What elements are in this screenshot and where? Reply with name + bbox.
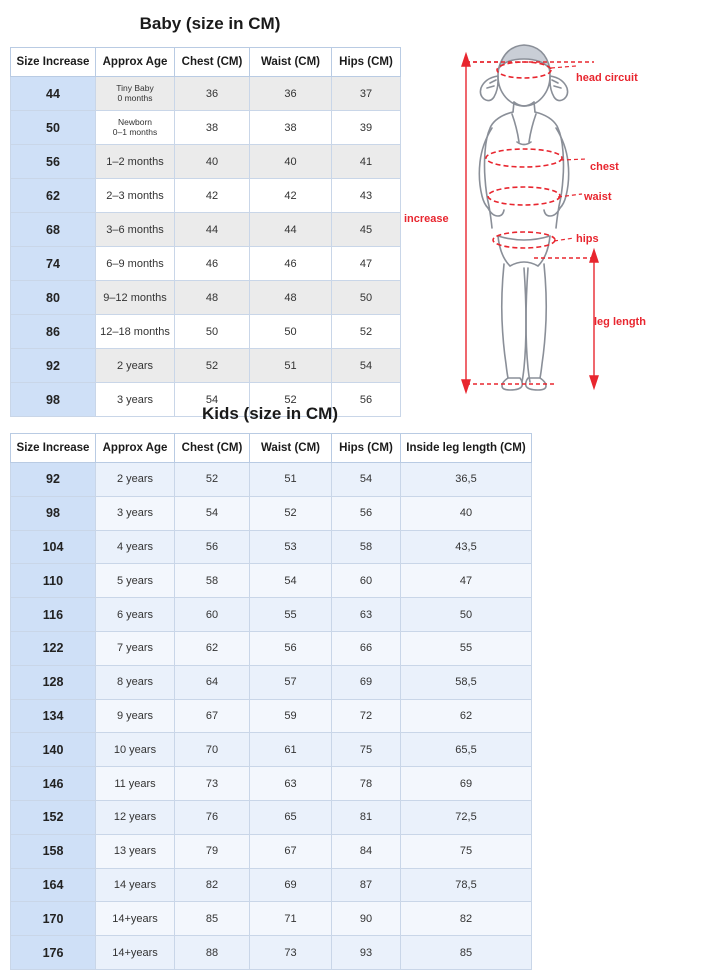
cell-inside-leg-length: 40 [401,496,532,530]
cell-size-increase: 170 [11,902,96,936]
cell-chest: 50 [175,315,250,349]
baby-section-title: Baby (size in CM) [139,14,281,33]
cell-approx-age: 12–18 months [96,315,175,349]
column-header-chest: Chest (CM) [175,48,250,77]
cell-hips: 93 [332,936,401,970]
cell-size-increase: 164 [11,868,96,902]
table-row [11,247,401,281]
cell-size-increase: 140 [11,733,96,767]
table-row [11,733,532,767]
cell-hips: 41 [332,145,401,179]
cell-approx-age: 7 years [96,631,175,665]
cell-approx-age: 4 years [96,530,175,564]
table-row [11,496,532,530]
cell-chest: 67 [175,699,250,733]
table-row [11,315,401,349]
cell-approx-age-line1: Tiny Baby [116,82,154,93]
cell-waist: 73 [250,936,332,970]
measurement-figure [404,36,704,396]
table-row [11,145,401,179]
cell-approx-age: 14+years [96,936,175,970]
kids-table-header [11,434,532,463]
table-row [11,767,532,801]
kids-size-table [10,433,532,970]
cell-waist: 38 [250,111,332,145]
cell-inside-leg-length: 47 [401,564,532,598]
cell-hips: 47 [332,247,401,281]
cell-chest: 42 [175,179,250,213]
column-header-approx-age: Approx Age [96,48,175,77]
table-row [11,77,401,111]
cell-hips: 81 [332,800,401,834]
cell-size-increase: 122 [11,631,96,665]
cell-inside-leg-length: 58,5 [401,665,532,699]
cell-hips: 50 [332,281,401,315]
cell-waist: 57 [250,665,332,699]
cell-waist: 44 [250,213,332,247]
cell-size-increase: 134 [11,699,96,733]
kids-size-table-container [10,433,532,970]
cell-size-increase: 50 [11,111,96,145]
cell-approx-age: 9 years [96,699,175,733]
cell-inside-leg-length: 72,5 [401,800,532,834]
cell-hips: 39 [332,111,401,145]
cell-approx-age: 8 years [96,665,175,699]
cell-hips: 37 [332,77,401,111]
column-header-size-increase: Size Increase [11,434,96,463]
table-header-row [11,434,532,463]
cell-hips: 78 [332,767,401,801]
cell-approx-age: 14 years [96,868,175,902]
baby-size-table-container [10,47,401,417]
cell-waist: 52 [250,383,332,417]
cell-approx-age: 13 years [96,834,175,868]
cell-waist: 46 [250,247,332,281]
cell-waist: 63 [250,767,332,801]
cell-size-increase: 74 [11,247,96,281]
cell-waist: 54 [250,564,332,598]
cell-waist: 50 [250,315,332,349]
cell-chest: 44 [175,213,250,247]
cell-approx-age: 2–3 months [96,179,175,213]
cell-approx-age-line2: 0 months [117,92,153,103]
cell-approx-age-line2: 0–1 months [112,126,158,137]
column-header-size-increase: Size Increase [11,48,96,77]
child-body-diagram [404,36,704,396]
cell-hips: 52 [332,315,401,349]
cell-chest: 46 [175,247,250,281]
cell-size-increase: 128 [11,665,96,699]
cell-hips: 58 [332,530,401,564]
cell-chest: 52 [175,463,250,497]
cell-chest: 64 [175,665,250,699]
cell-hips: 69 [332,665,401,699]
cell-inside-leg-length: 36,5 [401,463,532,497]
cell-chest: 48 [175,281,250,315]
cell-approx-age: 6–9 months [96,247,175,281]
cell-chest: 73 [175,767,250,801]
cell-size-increase: 98 [11,383,96,417]
cell-waist: 67 [250,834,332,868]
table-row [11,665,532,699]
column-header-hips: Hips (CM) [332,434,401,463]
cell-approx-age: 12 years [96,800,175,834]
column-header-approx-age: Approx Age [96,434,175,463]
baby-size-table [10,47,401,417]
column-header-waist: Waist (CM) [250,434,332,463]
figure-label-head-circuit: head circuit [576,72,638,84]
cell-waist: 40 [250,145,332,179]
cell-hips: 56 [332,383,401,417]
cell-chest: 85 [175,902,250,936]
cell-size-increase: 62 [11,179,96,213]
cell-approx-age: 3 years [96,383,175,417]
cell-chest: 58 [175,564,250,598]
cell-waist: 59 [250,699,332,733]
kids-table-body [11,463,532,970]
cell-inside-leg-length: 85 [401,936,532,970]
cell-inside-leg-length: 78,5 [401,868,532,902]
cell-size-increase: 44 [11,77,96,111]
cell-size-increase: 68 [11,213,96,247]
cell-hips: 90 [332,902,401,936]
kids-section-title: Kids (size in CM) [201,404,338,423]
cell-waist: 61 [250,733,332,767]
cell-size-increase: 92 [11,463,96,497]
table-row [11,281,401,315]
cell-chest: 82 [175,868,250,902]
cell-chest: 38 [175,111,250,145]
table-row [11,530,532,564]
cell-chest: 40 [175,145,250,179]
cell-chest: 56 [175,530,250,564]
cell-size-increase: 146 [11,767,96,801]
cell-hips: 75 [332,733,401,767]
cell-waist: 55 [250,598,332,632]
column-header-hips: Hips (CM) [332,48,401,77]
cell-chest: 60 [175,598,250,632]
cell-approx-age [96,77,175,111]
table-row [11,631,532,665]
cell-inside-leg-length: 65,5 [401,733,532,767]
cell-approx-age: 1–2 months [96,145,175,179]
table-row [11,111,401,145]
cell-waist: 42 [250,179,332,213]
cell-hips: 66 [332,631,401,665]
cell-waist: 52 [250,496,332,530]
cell-hips: 60 [332,564,401,598]
column-header-inside-leg-length: Inside leg length (CM) [401,434,532,463]
cell-approx-age: 5 years [96,564,175,598]
cell-approx-age [96,111,175,145]
cell-hips: 72 [332,699,401,733]
cell-approx-age: 9–12 months [96,281,175,315]
cell-waist: 53 [250,530,332,564]
cell-size-increase: 176 [11,936,96,970]
baby-table-body [11,77,401,417]
cell-size-increase: 104 [11,530,96,564]
baby-table-header [11,48,401,77]
table-row [11,598,532,632]
cell-chest: 88 [175,936,250,970]
cell-approx-age: 2 years [96,349,175,383]
cell-waist: 51 [250,463,332,497]
figure-label-leg-length: leg length [594,316,646,328]
cell-inside-leg-length: 82 [401,902,532,936]
cell-inside-leg-length: 69 [401,767,532,801]
cell-approx-age-line1: Newborn [117,116,153,127]
figure-label-waist: waist [584,191,612,203]
cell-size-increase: 110 [11,564,96,598]
cell-waist: 71 [250,902,332,936]
cell-approx-age: 3 years [96,496,175,530]
cell-size-increase: 92 [11,349,96,383]
cell-waist: 51 [250,349,332,383]
cell-waist: 56 [250,631,332,665]
figure-label-hips: hips [576,233,599,245]
cell-size-increase: 56 [11,145,96,179]
cell-size-increase: 80 [11,281,96,315]
cell-waist: 48 [250,281,332,315]
column-header-chest: Chest (CM) [175,434,250,463]
cell-approx-age: 3–6 months [96,213,175,247]
table-row [11,902,532,936]
cell-hips: 54 [332,463,401,497]
table-row [11,463,532,497]
chest-line [486,149,562,167]
cell-size-increase: 98 [11,496,96,530]
cell-size-increase: 116 [11,598,96,632]
table-row [11,868,532,902]
cell-approx-age: 2 years [96,463,175,497]
cell-hips: 43 [332,179,401,213]
cell-hips: 45 [332,213,401,247]
cell-chest: 36 [175,77,250,111]
cell-chest: 70 [175,733,250,767]
figure-label-increase: increase [404,213,449,225]
cell-inside-leg-length: 43,5 [401,530,532,564]
cell-size-increase: 152 [11,800,96,834]
cell-approx-age: 14+years [96,902,175,936]
table-row [11,699,532,733]
cell-waist: 65 [250,800,332,834]
figure-label-chest: chest [590,161,619,173]
body-outline [479,45,568,390]
cell-hips: 54 [332,349,401,383]
head-circuit-line [497,62,551,78]
cell-chest: 76 [175,800,250,834]
cell-inside-leg-length: 50 [401,598,532,632]
cell-chest: 79 [175,834,250,868]
cell-chest: 54 [175,383,250,417]
cell-waist: 69 [250,868,332,902]
column-header-waist: Waist (CM) [250,48,332,77]
cell-size-increase: 158 [11,834,96,868]
cell-hips: 63 [332,598,401,632]
table-row [11,213,401,247]
cell-hips: 84 [332,834,401,868]
cell-chest: 54 [175,496,250,530]
table-row [11,564,532,598]
table-row [11,834,532,868]
table-header-row [11,48,401,77]
table-row [11,936,532,970]
cell-hips: 56 [332,496,401,530]
table-row [11,800,532,834]
table-row [11,349,401,383]
cell-inside-leg-length: 75 [401,834,532,868]
cell-waist: 36 [250,77,332,111]
cell-size-increase: 86 [11,315,96,349]
waist-line [488,187,560,205]
cell-hips: 87 [332,868,401,902]
cell-chest: 52 [175,349,250,383]
table-row [11,179,401,213]
cell-approx-age: 10 years [96,733,175,767]
cell-approx-age: 11 years [96,767,175,801]
cell-inside-leg-length: 55 [401,631,532,665]
cell-chest: 62 [175,631,250,665]
cell-approx-age: 6 years [96,598,175,632]
cell-inside-leg-length: 62 [401,699,532,733]
